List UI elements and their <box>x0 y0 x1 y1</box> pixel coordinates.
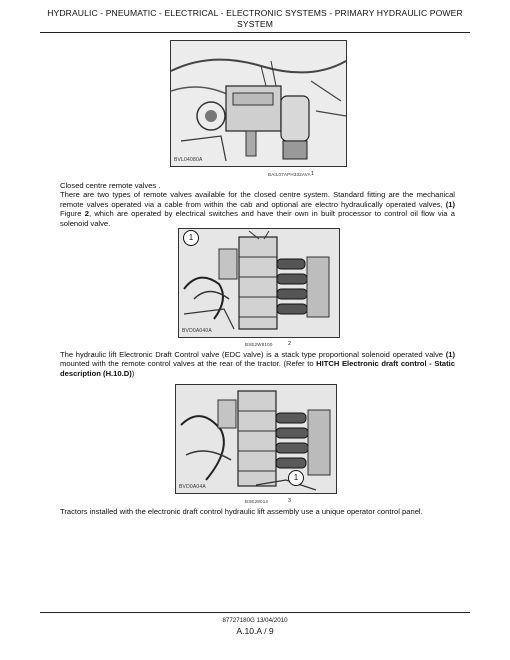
figure-2-drawing <box>179 229 339 337</box>
paragraph-operator-panel: Tractors installed with the electronic draft control hydraulic lift assembly use a unique operator control panel. <box>60 507 423 516</box>
p2-text-b: mounted with the remote control valves at the rear of the tractor. (Refer to <box>60 359 317 369</box>
figure-1-corner-code: BVL04080A <box>174 157 203 163</box>
figure-2-number: 2 <box>288 341 292 347</box>
figure-2-code: BSE2W8100 <box>245 342 273 347</box>
p1-bold-a: (1) <box>445 199 455 209</box>
page-header <box>40 8 470 30</box>
p2-bold-a: (1) <box>445 350 455 359</box>
header-line-1: HYDRAULIC - PNEUMATIC - ELECTRICAL - ELECTRONIC SYSTEMS - PRIMARY HYDRAULIC POWER <box>47 8 463 18</box>
section-title: Closed centre remote valves . <box>60 181 161 190</box>
figure-1-number: 1 <box>311 171 315 177</box>
p1-text-b: Figure <box>60 209 85 219</box>
figure-3-drawing <box>176 385 336 493</box>
p2-bold-b: HITCH Electronic draft control - Static description (H.10.D) <box>60 359 456 378</box>
p1-text-c: , which are operated by electrical switches and have their own in built processor to control oil flow via a solenoid valve. <box>60 209 455 228</box>
figure-1-code: BAIL07APH332AVA <box>268 172 311 177</box>
figure-2-callout: 1 <box>183 230 199 246</box>
p1-bold-b: 2 <box>84 209 89 219</box>
figure-3-corner-code: BVD0A04A <box>179 484 206 490</box>
figure-1-drawing <box>171 41 346 166</box>
header-line-2: SYSTEM <box>237 19 273 29</box>
paragraph-remote-valves <box>60 181 455 228</box>
paragraph-1-text <box>60 190 455 228</box>
footer-rule <box>40 612 470 613</box>
p1-text-a: There are two types of remote valves available for the closed centre system. Standard fitting are the mechanical remote valves operated via a cable from within the cab and optional are electro hydraulically operated valves, <box>60 190 455 209</box>
figure-1-image <box>170 40 347 167</box>
figure-3-number: 3 <box>288 498 292 504</box>
figure-3-code: BSE28014 <box>245 499 269 504</box>
paragraph-edc-valve <box>60 350 455 378</box>
footer-page-number: A.10.A / 9 <box>236 626 274 636</box>
header-rule <box>40 32 470 33</box>
figure-3-callout: 1 <box>288 470 304 486</box>
figure-2-corner-code: BVD0A040A <box>182 328 212 334</box>
figure-3-image <box>175 384 337 494</box>
figure-2-image <box>178 228 340 338</box>
p2-text-a: The hydraulic lift Electronic Draft Control valve (EDC valve) is a stack type proportional solenoid operated valve <box>60 350 446 359</box>
p2-text-c: ) <box>131 368 135 378</box>
footer-doc-number: 87727180G 13/04/2010 <box>222 617 288 624</box>
